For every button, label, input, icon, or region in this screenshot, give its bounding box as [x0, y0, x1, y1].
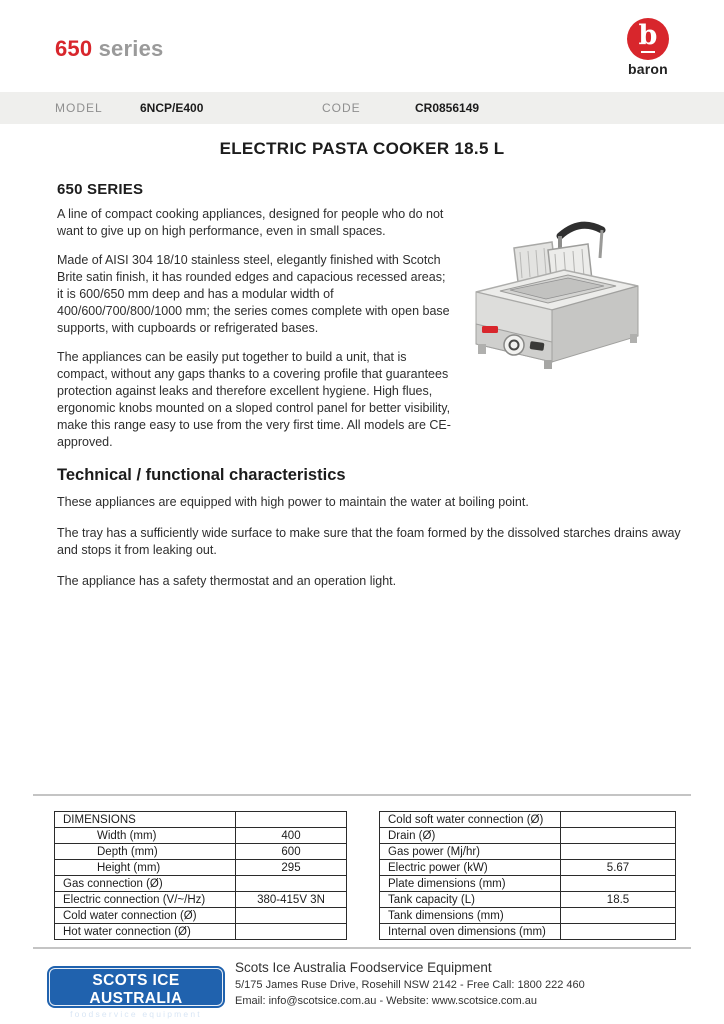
scots-ice-logo-subtitle: foodservice equipment — [70, 1009, 202, 1019]
series-section — [57, 181, 451, 463]
code-value: CR0856149 — [415, 101, 480, 115]
spec-value: 18.5 — [561, 892, 676, 908]
spec-label: DIMENSIONS — [55, 812, 236, 828]
spec-row — [55, 892, 347, 908]
spec-row — [380, 908, 676, 924]
model-code-bar — [0, 92, 724, 124]
footer-company: Scots Ice Australia Foodservice Equipment — [235, 960, 492, 975]
connections-table — [379, 811, 676, 940]
tech-paragraph: The tray has a sufficiently wide surface to make sure that the foam formed by the dissolved starches drains away and stops it from leaking out. — [57, 526, 681, 557]
spec-row — [55, 812, 347, 828]
series-word: series — [98, 36, 164, 61]
spec-label: Cold soft water connection (Ø) — [380, 812, 561, 828]
spec-label: Plate dimensions (mm) — [380, 876, 561, 892]
spec-row — [55, 924, 347, 940]
spec-value — [561, 844, 676, 860]
series-paragraph: A line of compact cooking appliances, designed for people who do not want to give up on high performance, even in small spaces. — [57, 207, 444, 238]
model-value: 6NCP/E400 — [140, 101, 204, 115]
spec-label: Tank capacity (L) — [380, 892, 561, 908]
divider-bottom — [33, 947, 691, 949]
series-title — [55, 36, 163, 62]
spec-value — [561, 828, 676, 844]
spec-label: Cold water connection (Ø) — [55, 908, 236, 924]
spec-row — [380, 876, 676, 892]
spec-row — [380, 892, 676, 908]
model-label: MODEL — [55, 101, 103, 115]
spec-row — [380, 860, 676, 876]
spec-value: 5.67 — [561, 860, 676, 876]
spec-row — [55, 828, 347, 844]
spec-value — [561, 812, 676, 828]
spec-label: Electric connection (V/~/Hz) — [55, 892, 236, 908]
spec-row — [380, 812, 676, 828]
spec-row — [55, 908, 347, 924]
spec-label: Depth (mm) — [55, 844, 236, 860]
spec-row — [55, 844, 347, 860]
tech-section — [57, 466, 695, 604]
baron-underline — [641, 51, 655, 53]
dimensions-table — [54, 811, 347, 940]
tech-paragraph: The appliance has a safety thermostat and an operation light. — [57, 574, 397, 588]
series-section-heading: 650 SERIES — [57, 181, 144, 198]
spec-value — [236, 812, 347, 828]
spec-value — [236, 908, 347, 924]
spec-value — [561, 924, 676, 940]
tech-section-heading: Technical / functional characteristics — [57, 466, 346, 484]
spec-row — [380, 924, 676, 940]
series-paragraph: The appliances can be easily put together to build a unit, that is compact, without any gaps thanks to a covering profile that guarantees protection against leaks and therefore excellent hygiene. High flues, ergonomic knobs mounted on a sloped control panel for better visibility, make this range easy to use from the very first time. All models are CE-approved. — [57, 350, 451, 449]
product-photo — [448, 214, 660, 374]
spec-row — [55, 876, 347, 892]
footer-address: 5/175 James Ruse Drive, Rosehill NSW 2142 - Free Call: 1800 222 460 — [235, 979, 585, 991]
spec-label: Height (mm) — [55, 860, 236, 876]
spec-label: Gas power (Mj/hr) — [380, 844, 561, 860]
spec-label: Internal oven dimensions (mm) — [380, 924, 561, 940]
code-label: CODE — [322, 101, 361, 115]
spec-label: Electric power (kW) — [380, 860, 561, 876]
spec-label: Tank dimensions (mm) — [380, 908, 561, 924]
spec-row — [55, 860, 347, 876]
divider-top — [33, 794, 691, 796]
spec-label: Width (mm) — [55, 828, 236, 844]
series-paragraph: Made of AISI 304 18/10 stainless steel, elegantly finished with Scotch Brite satin finish, it has rounded edges and capacious recessed areas; it is 600/650 mm deep and has a modular width of 400/600/700/800/1000 mm; the series comes complete with open base supports, with cupboards or refrigerated bases. — [57, 253, 450, 335]
tech-paragraph: These appliances are equipped with high power to maintain the water at boiling point. — [57, 495, 529, 509]
scots-ice-logo — [47, 966, 225, 1019]
brand-block — [615, 18, 681, 77]
footer-contact: Email: info@scotsice.com.au - Website: www.scotsice.com.au — [235, 995, 537, 1007]
brand-name: baron — [628, 61, 668, 77]
spec-row — [380, 828, 676, 844]
spec-value: 380-415V 3N — [236, 892, 347, 908]
spec-row — [380, 844, 676, 860]
spec-value: 600 — [236, 844, 347, 860]
footer-contact-block — [235, 960, 695, 1011]
spec-value: 400 — [236, 828, 347, 844]
spec-value — [236, 924, 347, 940]
baron-letter: b — [638, 20, 658, 51]
spec-value — [561, 908, 676, 924]
series-number: 650 — [55, 36, 93, 61]
spec-value: 295 — [236, 860, 347, 876]
baron-logo-icon — [627, 18, 669, 60]
spec-label: Gas connection (Ø) — [55, 876, 236, 892]
spec-label: Hot water connection (Ø) — [55, 924, 236, 940]
page-title: ELECTRIC PASTA COOKER 18.5 L — [219, 139, 505, 158]
spec-value — [561, 876, 676, 892]
spec-label: Drain (Ø) — [380, 828, 561, 844]
spec-value — [236, 876, 347, 892]
scots-ice-logo-title: SCOTS ICE AUSTRALIA — [89, 972, 183, 1007]
